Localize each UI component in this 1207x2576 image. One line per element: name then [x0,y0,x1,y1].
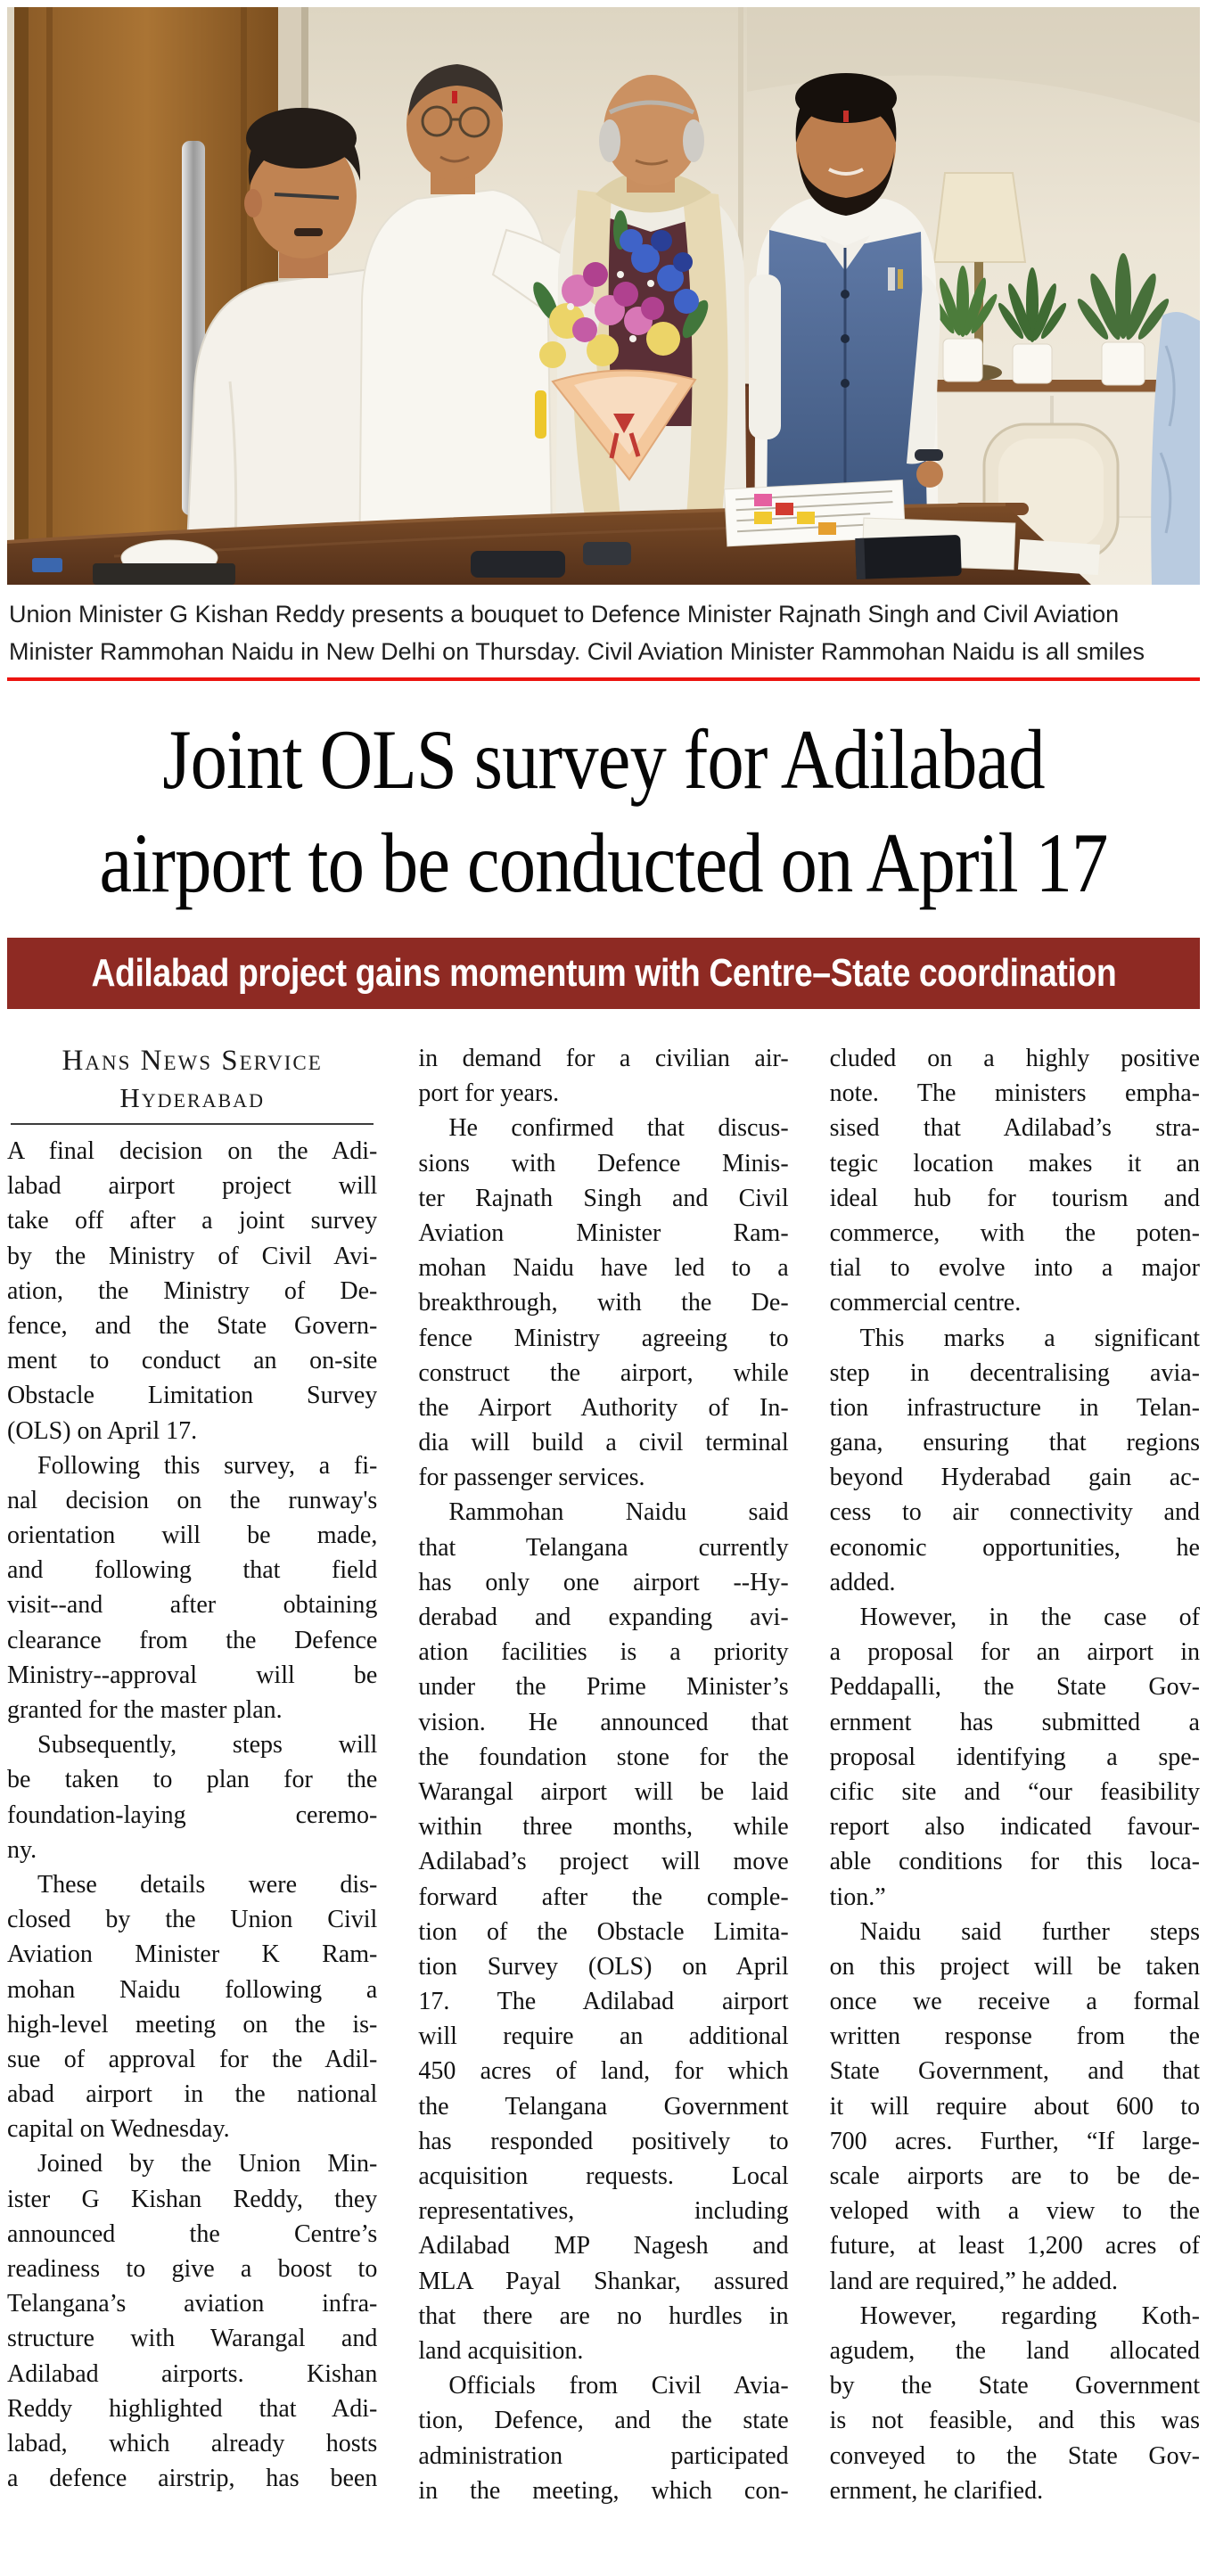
article-line: 17. The Adilabad airport [418,1988,789,2016]
article-line: tion.” [829,1883,886,1911]
article-line: in the meeting, which con- [418,2476,789,2505]
article-line: Following this survey, a fi- [37,1451,378,1480]
article-line: nal decision on the runway's [7,1486,378,1514]
article-line: 700 acres. Further, “If large- [829,2127,1200,2155]
article-line: visit--and after obtaining [7,1591,378,1620]
article-column [7,1041,377,2508]
article-line: will require an additional [418,2022,789,2051]
article-line: scale airports are to be de- [829,2162,1200,2190]
article-line: the foundation stone for the [418,1743,789,1771]
article-line: Naidu said further steps [859,1917,1200,1946]
article-line: a proposal for an airport in [829,1638,1200,1667]
article-line: veloped with a view to the [829,2197,1200,2226]
article-line: by the State Government [829,2372,1200,2400]
article-line: ideal hub for tourism and [829,1184,1200,1212]
headline-line-1: Joint OLS survey for Adilabad [162,712,1045,807]
article-line: Ministry--approval will be [7,1661,378,1689]
article-line: ny. [7,1835,37,1864]
article-line: Obstacle Limitation Survey [7,1382,378,1410]
article-line: has only one airport --Hy- [418,1568,789,1596]
article-photo [7,7,1200,585]
mobile-phone [471,551,565,578]
article-line: However, regarding Koth- [859,2301,1200,2330]
article-line: This marks a significant [859,1324,1200,1352]
article-line: Aviation Minister K Ram- [7,1940,378,1969]
article-line: economic opportunities, he [829,1533,1200,1562]
article-line: clearance from the Defence [7,1626,378,1654]
article-line: Aviation Minister Ram- [418,1218,789,1247]
article-line: the Telangana Government [418,2092,789,2121]
article-line: closed by the Union Civil [7,1906,378,1934]
article-line: ation facilities is a priority [418,1638,789,1667]
desk-tray [93,563,235,585]
article-line: dia will build a civil terminal [418,1429,789,1457]
article-line: port for years. [418,1079,560,1108]
article-line: ernment, he clarified. [829,2476,1044,2505]
article-line: within three months, while [418,1813,789,1842]
article-line: conveyed to the State Gov- [829,2441,1200,2470]
red-divider [7,677,1200,681]
article-line: administration participated [418,2441,789,2470]
article-line: ter Rajnath Singh and Civil [418,1184,789,1212]
article-line: Rammohan Naidu said [448,1498,789,1527]
article-line: sised that Adilabad’s stra- [829,1114,1200,1143]
byline-agency: Hans News Service [62,1045,323,1077]
article-line: mohan Naidu have led to a [418,1254,789,1283]
article-line: the Airport Authority of In- [418,1393,789,1422]
photo-caption: Union Minister G Kishan Reddy presents a bouquet to Defence Minister Rajnath Singh and Civil Aviation Minister Rammohan Naidu in New Delhi on Thursday. Civil Aviation Minister Rammohan Naidu is all smiles [9,601,1145,665]
article-line: that there are no hurdles in [418,2301,789,2330]
article-line: abad airport in the national [7,2080,378,2109]
article-line: commerce, with the poten- [829,1218,1200,1247]
headline [7,708,1200,915]
yellow-lanyard [535,390,546,439]
article-line: report also indicated favour- [829,1813,1200,1842]
article-line: high-level meeting on the is- [7,2010,378,2039]
article-line: A final decision on the Adi- [7,1137,378,1165]
article-line: tial to evolve into a major [829,1254,1200,1283]
article-line: forward after the comple- [418,1883,789,1911]
article-line: added. [829,1568,896,1596]
article-line: However, in the case of [859,1604,1200,1631]
article-line: written response from the [829,2022,1200,2051]
subhead-banner [7,938,1200,1009]
article-line: land acquisition. [418,2336,584,2365]
article-line: These details were dis- [37,1870,378,1899]
article-line: readiness to give a boost to [7,2255,378,2283]
article-line: note. The ministers empha- [829,1079,1200,1108]
article-line: mohan Naidu following a [7,1975,378,2004]
article-line: breakthrough, with the De- [418,1289,789,1317]
article-line: tion, Defence, and the state [418,2407,789,2435]
article-body [7,1041,1200,2508]
article-line: is not feasible, and this was [829,2407,1200,2435]
article-line: proposal identifying a spe- [829,1743,1200,1771]
article-line: representatives, including [418,2197,789,2226]
article-line: Telangana’s aviation infra- [7,2290,378,2318]
article-line: beyond Hyderabad gain ac- [829,1464,1200,1492]
mobile-phone [583,542,631,565]
article-line: under the Prime Minister’s [418,1673,789,1702]
article-line: on this project will be taken [829,1952,1200,1981]
article-column [830,1041,1200,2508]
article-line: and following that field [7,1556,378,1585]
article-line: tion infrastructure in Telan- [829,1393,1200,1422]
article-line: that Telangana currently [418,1533,789,1562]
article-line: able conditions for this loca- [829,1848,1200,1876]
article-line: granted for the master plan. [7,1696,283,1724]
article-line: tion Survey (OLS) on April [418,1952,789,1981]
article-line: acquisition requests. Local [418,2162,789,2190]
article-line: orientation will be made, [7,1522,378,1550]
article-line: be taken to plan for the [7,1766,378,1794]
article-line: gana, ensuring that regions [829,1429,1200,1457]
article-line: fence, and the State Govern- [7,1311,378,1340]
article-line: ernment has submitted a [829,1708,1200,1736]
article-line: Adilabad airports. Kishan [7,2359,378,2388]
byline-place: Hyderabad [119,1082,265,1113]
article-line: tion of the Obstacle Limita- [418,1917,789,1946]
article-line: ation, the Ministry of De- [7,1276,378,1305]
article-line: cific site and “our feasibility [829,1777,1200,1806]
article-line: Officials from Civil Avia- [448,2372,789,2400]
article-column [418,1041,788,2508]
article-line: has responded positively to [418,2127,789,2155]
article-line: Adilabad MP Nagesh and [418,2232,789,2260]
photo-illustration [7,7,1200,585]
article-line: labad airport project will [7,1172,378,1201]
subhead-text: Adilabad project gains momentum with Centre–State coordination [91,951,1116,995]
article-line: cess to air connectivity and [829,1498,1200,1527]
article-line: derabad and expanding avi- [418,1604,789,1631]
article-line: Peddapalli, the State Gov- [829,1673,1200,1702]
article-line: cluded on a highly positive [829,1045,1200,1072]
article-line: it will require about 600 to [829,2092,1200,2121]
article-line: (OLS) on April 17. [7,1416,198,1445]
article-line: construct the airport, while [418,1358,789,1387]
article-line: labad, which already hosts [7,2429,378,2457]
article-line: State Government, and that [829,2057,1200,2086]
article-line: tegic location makes it an [829,1149,1200,1177]
article-line: MLA Payal Shankar, assured [418,2267,789,2295]
article-line: ment to conduct an on-site [7,1347,378,1375]
article-line: Adilabad’s project will move [418,1848,789,1876]
article-line: once we receive a formal [829,1988,1200,2016]
headline-line-2: airport to be conducted on April 17 [99,816,1108,910]
article-line: structure with Warangal and [7,2325,378,2353]
article-line: future, at least 1,200 acres of [829,2232,1200,2260]
article-line: fence Ministry agreeing to [418,1324,789,1352]
pocket-pen [888,267,895,291]
article-line: Reddy highlighted that Adi- [7,2394,378,2423]
byline-divider [11,1123,374,1125]
article-line: take off after a joint survey [7,1207,378,1235]
article-line: announced the Centre’s [7,2219,378,2248]
article-line: ister G Kishan Reddy, they [7,2185,378,2213]
article-line: He confirmed that discus- [448,1114,789,1143]
article-line: Subsequently, steps will [37,1731,378,1760]
article-line: agudem, the land allocated [829,2336,1200,2365]
article-line: foundation-laying ceremo- [7,1801,378,1829]
article-line: land are required,” he added. [829,2267,1119,2295]
byline [7,1041,377,1125]
article-line: commercial centre. [829,1289,1022,1317]
article-line: for passenger services. [418,1464,645,1492]
article-line: a defence airstrip, has been [7,2465,378,2493]
diary [855,535,962,579]
stapler [32,558,62,572]
article-line: in demand for a civilian air- [418,1045,789,1072]
wristwatch [915,449,943,461]
article-line: step in decentralising avia- [829,1358,1200,1387]
article-line: 450 acres of land, for which [418,2057,789,2086]
article-line: vision. He announced that [418,1708,789,1736]
article-line: by the Ministry of Civil Avi- [7,1242,378,1270]
article-line: sue of approval for the Adil- [7,2045,378,2073]
article-line: Joined by the Union Min- [37,2150,378,2178]
article-line: sions with Defence Minis- [418,1149,789,1177]
article-line: Warangal airport will be laid [418,1777,789,1806]
article-line: capital on Wednesday. [7,2115,230,2144]
